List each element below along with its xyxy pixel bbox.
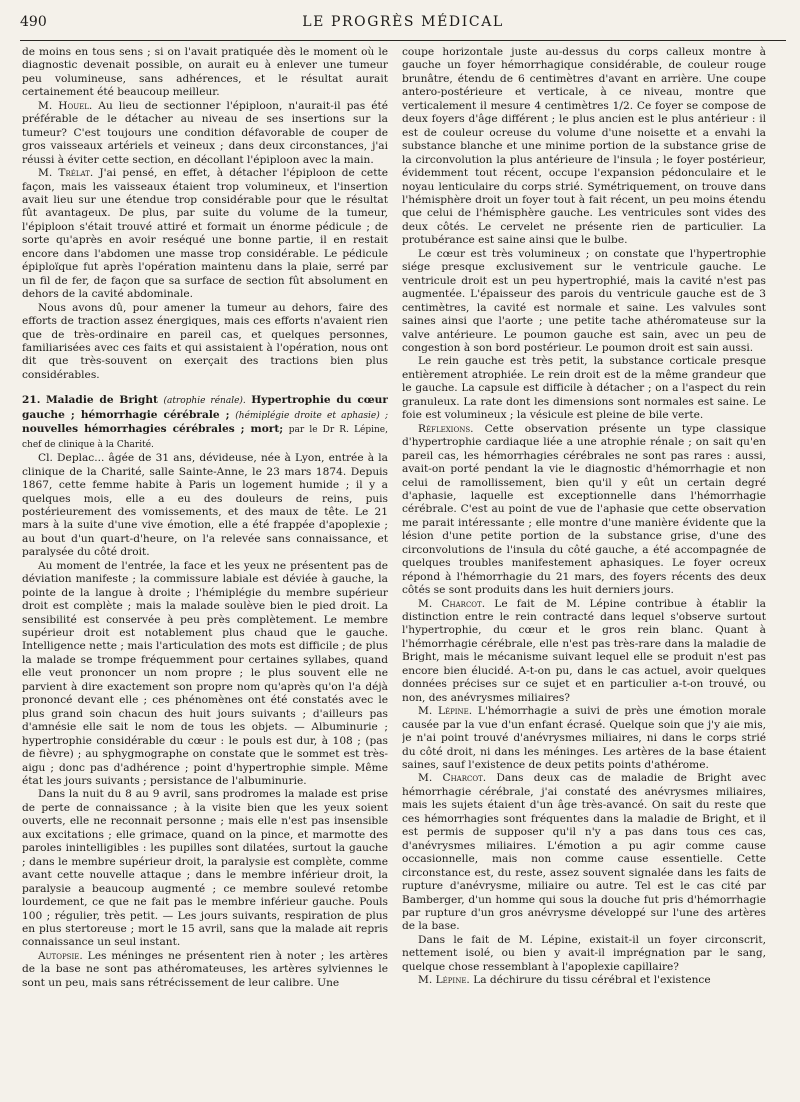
- right-column: [402, 46, 766, 1096]
- paragraph-text: Dans la nuit du 8 au 9 avril, sans prodromes la malade est prise de perte de connaissance ; à la visite bien que les yeux soient ouverts, elle ne reconnait personne ; mais elle n'est pas insensible aux excitations ; elle grimace, quand on la pince, et marmotte des paroles inintelligibles : les pupilles sont dilatées, surtout la gauche ; dans le membre supérieur droit, la paralysie est complète, comme avant cette nouvelle attaque ; dans le membre inférieur droit, la paralysie a beaucoup augmenté ; ce membre soulevé retombe lourdement, ce que ne fait pas le membre inférieur gauche. Pouls 100 ; régulier, très petit. — Les jours suivants, respiration de plus en plus stertoreuse ; mort le 15 avril, sans que la malade ait repris connaissance un seul instant.: [22, 788, 388, 949]
- speaker-paragraph: [402, 423, 766, 598]
- paragraph-text: J'ai pensé, en effet, à détacher l'épiploon de cette façon, mais les vaisseaux étaient trop volumineux, et l'insertion avait lieu sur une étendue trop considérable pour que le résultat fût avantageux. De plus, par suite du volume de la tumeur, l'épiploon s'était trouvé attiré et formait un énorme pédicule ; de sorte qu'après en avoir reséqué une bonne partie, il en restait encore dans l'abdomen une masse trop considérable. Le pédicule épiploïque fut après l'opération maintenu dans la plaie, serré par un fil de fer, de façon que sa surface de section fût absolument en dehors de la cavité abdominale.: [22, 167, 388, 301]
- case-subtitle-note: (hémiplégie droite et aphasie) ;: [235, 410, 388, 421]
- speaker-paragraph: [22, 950, 388, 990]
- paragraph-text: Les méninges ne présentent rien à noter ; les artères de la base ne sont pas athéromateuses, les artères sylviennes le sont un peu, mais sans rétrécissement de leur calibre. Une: [22, 949, 388, 989]
- case-author: par le Dr R. Lépine, chef de clinique à la Charité.: [22, 425, 388, 450]
- continued-paragraph: [22, 46, 388, 100]
- journal-title: LE PROGRÈS MÉDICAL: [302, 14, 504, 30]
- case-title: Maladie de Bright: [45, 394, 158, 407]
- paragraph: [22, 788, 388, 949]
- case-subtitle-2: nouvelles hémorrhagies cérébrales ; mort;: [22, 423, 284, 436]
- continued-paragraph: [402, 46, 766, 248]
- paragraph-text: de moins en tous sens ; si on l'avait pratiquée dès le moment où le diagnostic devenait possible, on aurait eu à enlever une tumeur peu volumineuse, sans adhérences, et le résultat aurait certainement été beaucoup meilleur.: [22, 46, 388, 99]
- speaker-paragraph: [402, 705, 766, 772]
- paragraph-text: L'hémorrhagie a suivi de près une émotion morale causée par la vue d'un enfant écrasé. Quelque soin que j'y aie mis, je n'ai point trouvé d'anévrysmes miliaires, ni dans le corps strié du côté droit, ni dans les méninges. Les artères de la base étaient saines, sauf l'existence de deux petits points d'athérome.: [402, 705, 766, 772]
- speaker-name: Autopsie.: [38, 949, 83, 962]
- paragraph-text: Le cœur est très volumineux ; on constate que l'hypertrophie siége presque exclusivement sur le ventricule gauche. Le ventricule droit est un peu hypertrophié, mais la cavité n'est pas augmentée. L'épaisseur des parois du ventricule gauche est de 3 centimètres, la cavité est normale et saine. Les valvules sont saines ainsi que l'aorte ; une petite tache athéromateuse sur la valve antérieure. Le poumon gauche est sain, avec un peu de congestion à son bord postérieur. Le poumon droit est sain aussi.: [402, 247, 766, 354]
- paragraph-text: Cl. Deplac... âgée de 31 ans, dévideuse, née à Lyon, entrée à la clinique de la Charité, salle Sainte-Anne, le 23 mars 1874. Depuis 1867, cette femme habite à Paris un logement humide ; il y a quelques mois, elle a eu des douleurs de reins, puis postérieurement des vomissements, et des maux de tête. Le 21 mars à la suite d'une vive émotion, elle a été frappée d'apoplexie ; au bout d'un quart-d'heure, on l'a relevée sans connaissance, et paralysée du côté droit.: [22, 452, 388, 559]
- speaker-name: M. Houel.: [38, 99, 93, 112]
- paragraph-text: Dans deux cas de maladie de Bright avec hémorrhagie cérébrale, j'ai constaté des anévrysmes miliaires, mais les sujets étaient d'un âge très-avancé. On sait du reste que ces hémorrhagies sont fréquentes dans la maladie de Bright, et il est permis de supposer qu'il n'y a pas dans tous ces cas, d'anévrysmes miliaires. L'émotion a pu agir comme cause occasionnelle, mais non comme cause essentielle. Cette circonstance est, du reste, assez souvent signalée dans les faits de rupture d'anévrysme, miliaire ou autre. Tel est le cas cité par Bamberger, d'un homme qui sous la douche fut pris d'hémorrhagie par rupture d'un gros anévrysme développé sur l'une des artères de la base.: [402, 772, 766, 933]
- page-number: 490: [20, 14, 47, 30]
- paragraph-text: Au lieu de sectionner l'épiploon, n'aurait-il pas été préférable de le détacher au niveau de ses insertions sur la tumeur? C'est toujours une condition défavorable de couper de gros vaisseaux artériels et veineux ; dans deux circonstances, j'ai réussi à éviter cette section, en décollant l'épiploon avec la main.: [22, 99, 388, 166]
- speaker-name: M. Lépine.: [418, 974, 470, 987]
- speaker-name: Réflexions.: [418, 422, 474, 435]
- page-header: [20, 14, 786, 38]
- paragraph-text: Le fait de M. Lépine contribue à établir la distinction entre le rein contracté dans lequel s'observe surtout l'hypertrophie, du cœur et le gros rein blanc. Quant à l'hémorrhagie cérébrale, elle n'est pas très-rare dans la maladie de Bright, mais le mécanisme suivant lequel elle se produit n'est pas encore bien élucidé. A-t-on pu, dans le cas actuel, avoir quelques données précises sur ce sujet et en particulier a-t-on trouvé, ou non, des anévrysmes miliaires?: [402, 597, 766, 704]
- header-rule: [20, 40, 786, 41]
- speaker-name: M. Lépine.: [418, 705, 473, 718]
- paragraph: [22, 560, 388, 789]
- speaker-paragraph: [402, 598, 766, 706]
- case-subtitle: Hypertrophie du cœur gauche ; hémorrhagie cérébrale ;: [22, 394, 388, 421]
- speaker-paragraph: [402, 772, 766, 933]
- speaker-name: M. Trélat.: [38, 167, 94, 180]
- case-title-note: (atrophie rénale).: [163, 396, 246, 407]
- case-heading: [22, 394, 388, 452]
- paragraph-text: Nous avons dû, pour amener la tumeur au dehors, faire des efforts de traction assez énergiques, mais ces efforts n'avaient rien que de très-ordinaire en pareil cas, et quelques personnes, familiarisées avec ces faits et qui assistaient à l'opération, nous ont dit que très-souvent on exerçait des tractions bien plus considérables.: [22, 301, 388, 381]
- case-number: 21.: [22, 394, 41, 407]
- speaker-paragraph: [402, 974, 766, 987]
- speaker-paragraph: [22, 167, 388, 302]
- paragraph-text: coupe horizontale juste au-dessus du corps calleux montre à gauche un foyer hémorrhagique considérable, de couleur rouge brunâtre, étendu de 6 centimètres d'avant en arrière. Une coupe antero-postérieure et verticale, à ce niveau, montre que verticalement il mesure 4 centimètres 1/2. Ce foyer se compose de deux foyers d'âge différent ; le plus ancien est le plus antérieur : il est de couleur ocreuse du volume d'une noisette et a envahi la substance blanche et une minime portion de la substance grise de la circonvolution la plus antérieure de l'insula ; le foyer postérieur, évidemment tout récent, occupe l'expansion pédonculaire et le noyau lenticulaire du corps strié. Symétriquement, on trouve dans l'hémisphère droit un foyer tout à fait récent, un peu moins étendu que celui de l'hémisphère gauche. Les ventricules sont vides des deux côtés. Le cervelet ne présente rien de particulier. La protubérance est saine ainsi que le bulbe.: [402, 46, 766, 247]
- paragraph: [402, 248, 766, 356]
- left-column: [22, 46, 388, 1096]
- paragraph-text: La déchirure du tissu cérébral et l'existence: [473, 974, 711, 987]
- speaker-paragraph: [22, 100, 388, 167]
- speaker-name: M. Charcot.: [418, 597, 486, 610]
- paragraph: [402, 355, 766, 422]
- paragraph: [22, 452, 388, 560]
- paragraph: [22, 302, 388, 383]
- paragraph-text: Le rein gauche est très petit, la substance corticale presque entièrement atrophiée. Le rein droit est de la même grandeur que le gauche. La capsule est difficile à détacher ; on a l'aspect du rein granuleux. La rate dont les dimensions sont normales est saine. Le foie est volumineux ; la vésicule est pleine de bile verte.: [402, 355, 766, 422]
- paragraph-text: Au moment de l'entrée, la face et les yeux ne présentent pas de déviation manifeste ; la commissure labiale est déviée à gauche, la pointe de la langue à droite ; l'hémiplégie du membre supérieur droit est complète ; mais la malade soulève bien le pied droit. La sensibilité est conservée à peu près complètement. Le membre supérieur droit est notablement plus chaud que le gauche. Intelligence nette ; mais l'articulation des mots est difficile ; de plus la malade se trompe fréquemment pour certaines syllabes, quand elle veut prononcer un nom propre ; le plus souvent elle ne parvient à dire exactement son propre nom qu'après qu'on l'a déjà prononcé devant elle ; ces phénomènes ont été constatés avec le plus grand soin chacun des huit jours suivants ; d'ailleurs pas d'amnésie elle sait le nom de tous les objets. — Albuminurie ; hypertrophie considérable du cœur : le pouls est dur, à 108 ; (pas de fièvre) ; au sphygmographe on constate que le sommet est très-aigu ; donc pas d'adhérence ; point d'hypertrophie simple. Même état les jours suivants ; persistance de l'albuminurie.: [22, 559, 388, 788]
- paragraph: [402, 934, 766, 974]
- paragraph-text: Cette observation présente un type classique d'hypertrophie cardiaque liée a une atrophie rénale ; on sait qu'en pareil cas, les hémorrhagies cérébrales ne sont pas rares : aussi, avait-on porté pendant la vie le diagnostic d'hémorrhagie et non celui de ramollissement, bien qu'il y eût un certain degré d'aphasie, laquelle est exceptionnelle dans l'hémorrhagie cérébrale. C'est au point de vue de l'aphasie que cette observation me parait intéressante ; elle montre d'une manière évidente que la lésion d'une petite portion de la substance grise, d'une des circonvolutions de l'insula du côté gauche, a été accompagnée de quelques troubles manifestement aphasiques. Le foyer ocreux répond à l'hémorrhagie du 21 mars, des foyers récents des deux côtés se sont produits dans les huit derniers jours.: [402, 422, 766, 597]
- paragraph-text: Dans le fait de M. Lépine, existait-il un foyer circonscrit, nettement isolé, ou bien y avait-il imprégnation par le sang, quelque chose ressemblant à l'apoplexie capillaire?: [402, 933, 766, 973]
- speaker-name: M. Charcot.: [418, 772, 487, 785]
